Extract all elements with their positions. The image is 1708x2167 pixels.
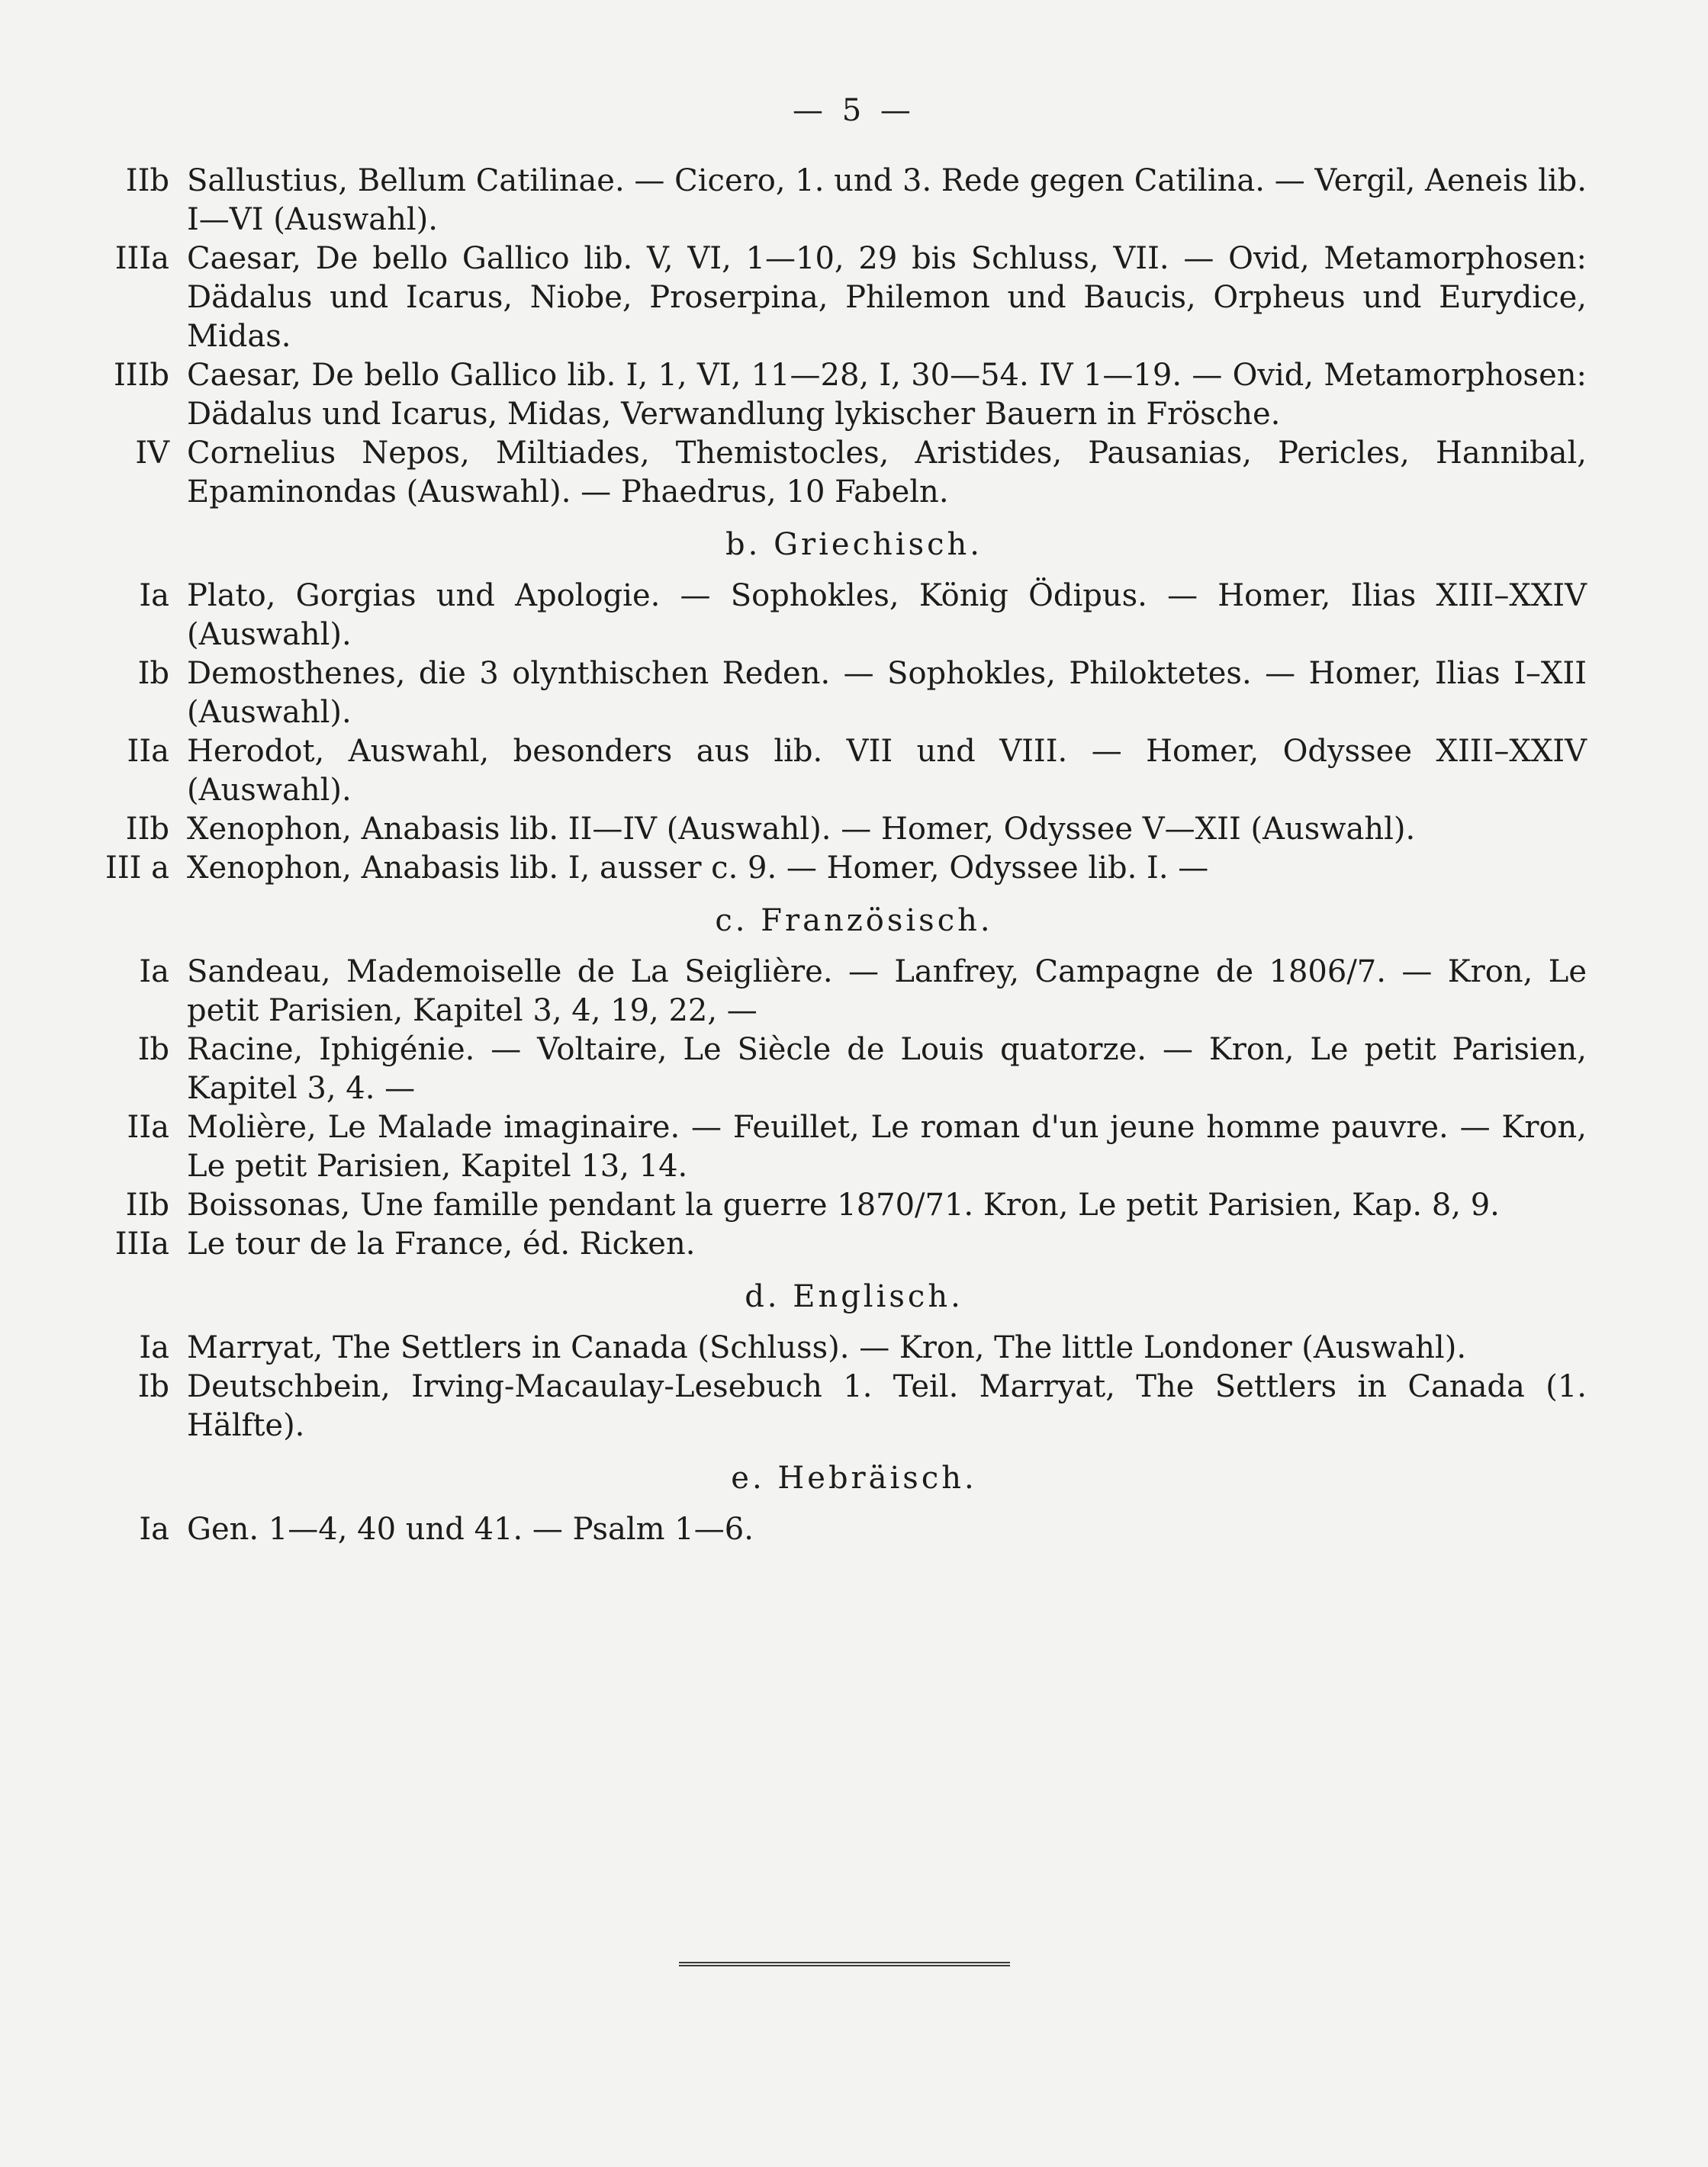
reading-text: Caesar, De bello Gallico lib. I, 1, VI, 11—28, I, 30—54. IV 1—19. — Ovid, Metamorphosen: Dädalus und Icarus, Midas, Verwandlung lykischer Bauern in Frösche. [187,358,1587,432]
class-label: Ia [139,1512,169,1547]
list-item [0,356,1708,434]
section-greek [0,526,1708,888]
list-item [0,1108,1708,1186]
class-label: IV [135,436,169,471]
reading-text: Gen. 1—4, 40 und 41. — Psalm 1—6. [187,1512,754,1547]
reading-text: Caesar, De bello Gallico lib. V, VI, 1—10, 29 bis Schluss, VII. — Ovid, Metamorphosen: Dädalus und Icarus, Niobe, Proserpina, Philemon und Baucis, Orpheus und Eurydice, Midas. [187,241,1587,354]
reading-text: Plato, Gorgias und Apologie. — Sophokles, König Ödipus. — Homer, Ilias XIII–XXIV (Auswahl). [187,578,1587,652]
reading-text: Xenophon, Anabasis lib. I, ausser c. 9. — Homer, Odyssee lib. I. — [187,850,1209,886]
list-item [0,1186,1708,1225]
class-label: Ib [137,656,169,691]
list-item [0,1225,1708,1264]
list-item [0,577,1708,654]
reading-text: Xenophon, Anabasis lib. II—IV (Auswahl). — Homer, Odyssee V—XII (Auswahl). [187,812,1416,847]
reading-text: Herodot, Auswahl, besonders aus lib. VII und VIII. — Homer, Odyssee XIII–XXIV (Auswahl). [187,734,1587,808]
class-label: IIIa [114,241,169,276]
class-label: Ia [139,954,169,989]
reading-text: Boissonas, Une famille pendant la guerre 1870/71. Kron, Le petit Parisien, Kap. 8, 9. [187,1188,1500,1223]
reading-text: Le tour de la France, éd. Ricken. [187,1227,696,1262]
reading-text: Molière, Le Malade imaginaire. — Feuillet, Le roman d'un jeune homme pauvre. — Kron, Le petit Parisien, Kapitel 13, 14. [187,1110,1587,1184]
reading-text: Marryat, The Settlers in Canada (Schluss). — Kron, The little Londoner (Auswahl). [187,1330,1467,1365]
closing-divider [679,1962,1010,1966]
list-item [0,654,1708,732]
section-heading: b. Griechisch. [725,527,983,562]
list-item [0,1030,1708,1108]
list-item [0,732,1708,810]
reading-text: Cornelius Nepos, Miltiades, Themistocles, Aristides, Pausanias, Pericles, Hannibal, Epaminondas (Auswahl). — Phaedrus, 10 Fabeln. [187,436,1587,510]
section-latin [0,162,1708,512]
class-label: IIa [127,734,169,769]
list-item [0,810,1708,849]
page-number: — 5 — [793,93,915,128]
list-item [0,1329,1708,1368]
section-english [0,1278,1708,1445]
section-heading: c. Französisch. [715,903,993,938]
reading-text: Demosthenes, die 3 olynthischen Reden. — Sophokles, Philoktetes. — Homer, Ilias I–XII (Auswahl). [187,656,1587,730]
reading-text: Sallustius, Bellum Catilinae. — Cicero, 1. und 3. Rede gegen Catilina. — Vergil, Aeneis lib. I—VI (Auswahl). [187,163,1587,237]
reading-text: Deutschbein, Irving-Macaulay-Lesebuch 1. Teil. Marryat, The Settlers in Canada (1. Hälfte). [187,1369,1587,1443]
section-hebrew [0,1459,1708,1549]
class-label: Ib [137,1369,169,1404]
class-label: Ia [139,578,169,613]
reading-text: Sandeau, Mademoiselle de La Seiglière. — Lanfrey, Campagne de 1806/7. — Kron, Le petit Parisien, Kapitel 3, 4, 19, 22, — [187,954,1587,1028]
class-label: IIb [125,163,169,198]
reading-text: Racine, Iphigénie. — Voltaire, Le Siècle de Louis quatorze. — Kron, Le petit Parisien, Kapitel 3, 4. — [187,1032,1587,1106]
list-item [0,240,1708,356]
class-label: IIb [125,1188,169,1223]
section-heading: d. Englisch. [745,1279,963,1314]
curriculum-content [0,162,1708,1549]
class-label: Ib [137,1032,169,1067]
class-label: III a [105,850,169,886]
class-label: IIb [125,812,169,847]
list-item [0,953,1708,1030]
class-label: IIIa [114,1227,169,1262]
section-french [0,902,1708,1264]
list-item [0,849,1708,888]
class-label: IIa [127,1110,169,1145]
class-label: Ia [139,1330,169,1365]
section-heading: e. Hebräisch. [731,1461,977,1496]
list-item [0,1368,1708,1445]
class-label: IIIb [113,358,169,393]
list-item [0,162,1708,240]
list-item [0,434,1708,512]
list-item [0,1510,1708,1549]
